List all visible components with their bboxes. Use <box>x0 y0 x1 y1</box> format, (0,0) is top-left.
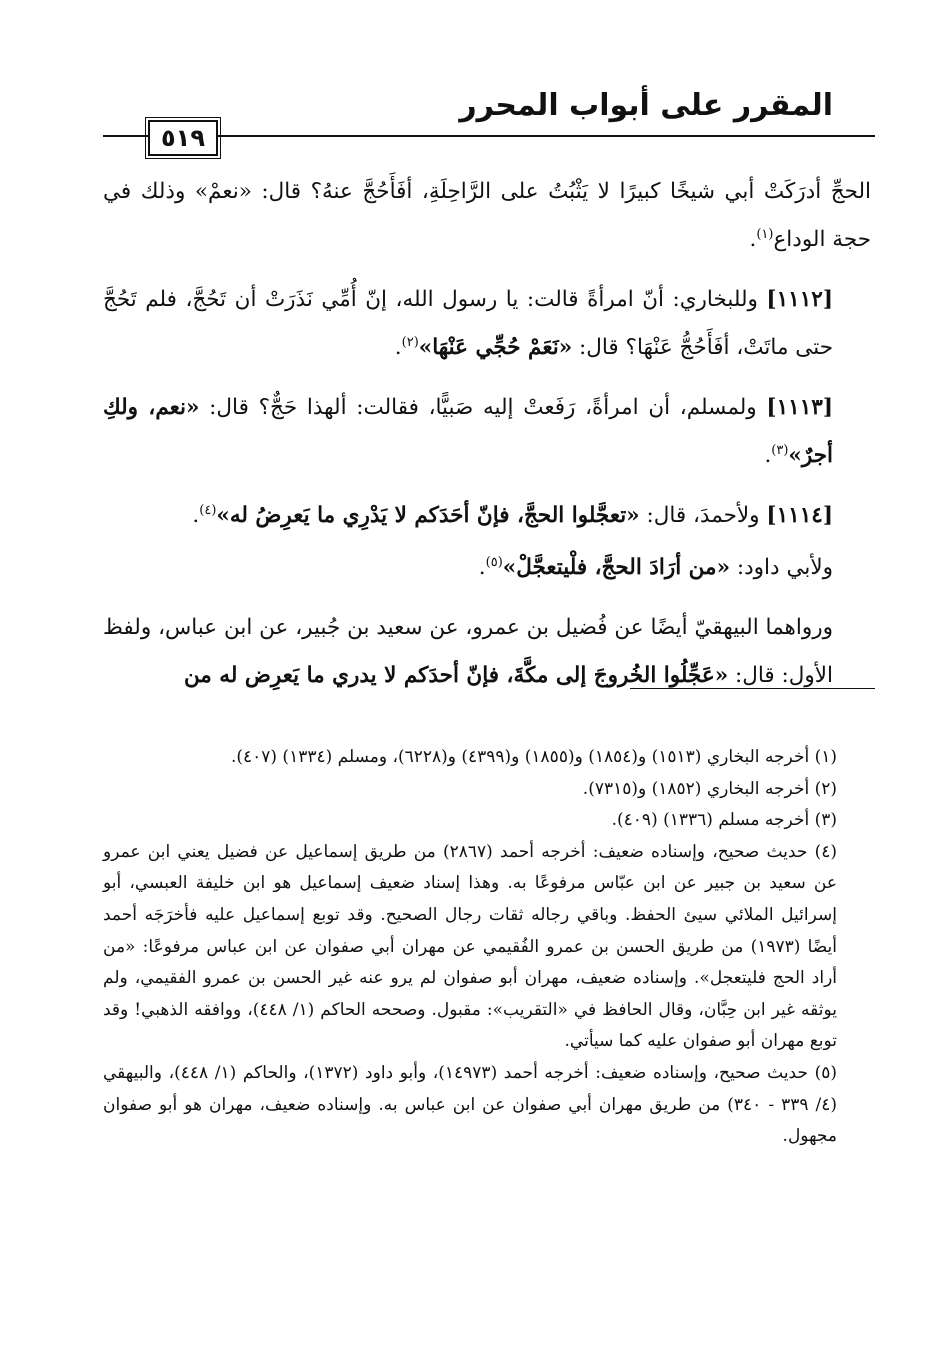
hadith-number-1113: [١١١٣] <box>766 395 833 420</box>
paragraph-1112-quote: «نَعَمْ حُجِّي عَنْهَا» <box>418 335 573 360</box>
footnote-ref-5: (٥) <box>485 554 503 570</box>
header-rule-right <box>218 135 875 137</box>
paragraph-bayhaqi-text: ورواهما البيهقيّ أيضًا عن فُضيل بن عمرو، عن سعيد بن جُبير، عن ابن عباس، ولفظ الأول: قال: <box>103 615 833 688</box>
footnote-4: (٤) حديث صحيح، وإسناده ضعيف: أخرجه أحمد (٢٨٦٧) من طريق إسماعيل عن فضيل يعني ابن عمرو عن سعيد بن جبير عن ابن عبّاس مرفوعًا به. وهذا إسناد ضعيف إسماعيل هو ابن خليفة العبسي، أبو إسرائيل الملائي سيئ الحفظ. وباقي رجاله ثقات رجال الصحيح. وقد توبع إسماعيل عليه فأخرَجَه أحمد أيضًا (١٩٧٣) من طريق الحسن بن عمرو الفُقيمي عن مهران أبي صفوان عن ابن عباس مرفوعًا: «من أراد الحج فليتعجل». وإسناده ضعيف، مهران أبو صفوان لم يرو عنه غير الحسن بن عمرو الفقيمي، ولم يوثقه غير ابن حِبَّان، وقال الحافظ في «التقريب»: مقبول. وصححه الحاكم (١/ ٤٤٨)، ووافقه الذهبي! وقد توبع مهران أبو صفوان عليه كما سيأتي. <box>103 841 838 1052</box>
footnote-5: (٥) حديث صحيح، وإسناده ضعيف: أخرجه أحمد (١٤٩٧٣)، وأبو داود (١٣٧٢)، والحاكم (١/ ٤٤٨)، والبيهقي (٤/ ٣٣٩ - ٣٤٠) من طريق مهران أبي صفوان عن ابن عباس به. وإسناده ضعيف، مهران هو أبو صفوان مجهول. <box>103 1062 838 1147</box>
paragraph-1113-quote: «نعم، ولكِ أجرٌ» <box>103 395 833 468</box>
header-rule-left <box>103 135 148 137</box>
paragraph-1112: [١١١٢] وللبخاري: أنّ امرأةً قالت: يا رسول الله، إنّ أُمِّي نَذَرَتْ أن تَحُجَّ، فلم تَحُجَّ حتى ماتَتْ، أفَأَحُجُّ عَنْهَا؟ قال: «نَعَمْ حُجِّي عَنْهَا»$^{(٢)}$. <box>103 287 833 360</box>
paragraph-1: الحجِّ أدرَكَتْ أبي شيخًا كبيرًا لا يَثْبُتُ على الرَّاحِلَةِ، أفَأَحُجَّ عنهُ؟ قال: «نعمْ» وذلك في حجة الوداع$^{(١)}$. <box>103 179 871 252</box>
footnote-separator <box>630 688 875 689</box>
paragraph-1114-text: ولأحمدَ، قال: <box>646 503 760 528</box>
paragraph-1113-text: ولمسلم، أن امرأةً، رَفَعتْ إليه صَبيًّا، فقالت: ألهذا حَجٌّ؟ قال: <box>209 395 757 420</box>
page-number: ٥١٩ <box>148 120 218 156</box>
paragraph-1112-text: وللبخاري: أنّ امرأةً قالت: يا رسول الله، إنّ أُمِّي نَذَرَتْ أن تَحُجَّ، فلم تَحُجَّ حتى ماتَتْ، أفَأَحُجُّ عَنْهَا؟ قال: <box>103 287 833 360</box>
paragraph-1114-quote: «تعجَّلوا الحجَّ، فإنّ أحَدَكم لا يَدْرِي ما يَعرِضُ له» <box>216 503 640 528</box>
footnotes <box>103 742 875 1153</box>
paragraph-abu-dawud-quote: «من أرَادَ الحجَّ، فلْيتعجَّلْ» <box>502 555 731 580</box>
hadith-number-1112: [١١١٢] <box>766 287 833 312</box>
footnote-2: (٢) أخرجه البخاري (١٨٥٢) و(٧٣١٥). <box>582 778 837 799</box>
paragraph-bayhaqi <box>103 604 871 700</box>
paragraph-1114: [١١١٤] ولأحمدَ، قال: «تعجَّلوا الحجَّ، فإنّ أحَدَكم لا يَدْرِي ما يَعرِضُ له»$^{(٤)}$. <box>192 502 833 528</box>
paragraph-1113: [١١١٣] ولمسلم، أن امرأةً، رَفَعتْ إليه صَبيًّا، فقالت: ألهذا حَجٌّ؟ قال: «نعم، ولكِ أجرٌ»$^{(٣)}$. <box>103 395 833 468</box>
footnote-ref-2: (٢) <box>401 334 419 350</box>
footnote-1: (١) أخرجه البخاري (١٥١٣) و(١٨٥٤) و(١٨٥٥) و(٤٣٩٩) و(٦٢٢٨)، ومسلم (١٣٣٤) (٤٠٧). <box>230 747 837 767</box>
paragraph-1-text: الحجِّ أدرَكَتْ أبي شيخًا كبيرًا لا يَثْبُتُ على الرَّاحِلَةِ، أفَأَحُجَّ عنهُ؟ قال: «نعمْ» وذلك في حجة الوداع <box>103 179 871 252</box>
hadith-number-1114: [١١١٤] <box>766 503 833 528</box>
footnote-3: (٣) أخرجه مسلم (١٣٣٦) (٤٠٩). <box>611 810 837 831</box>
paragraph-abu-dawud-text: ولأبي داود: <box>736 555 833 580</box>
main-text <box>103 168 871 712</box>
running-title: المقرر على أبواب المحرر <box>459 88 833 123</box>
footnote-ref-4: (٤) <box>199 502 217 518</box>
footnote-ref-1: (١) <box>756 226 774 242</box>
footnote-ref-3: (٣) <box>771 442 789 458</box>
paragraph-abu-dawud: ولأبي داود: «من أرَادَ الحجَّ، فلْيتعجَّلْ»$^{(٥)}$. <box>478 554 833 580</box>
paragraph-bayhaqi-quote: «عَجِّلُوا الخُروجَ إلى مكَّةَ، فإنّ أحدَكم لا يدري ما يَعرِض له من <box>183 663 729 688</box>
